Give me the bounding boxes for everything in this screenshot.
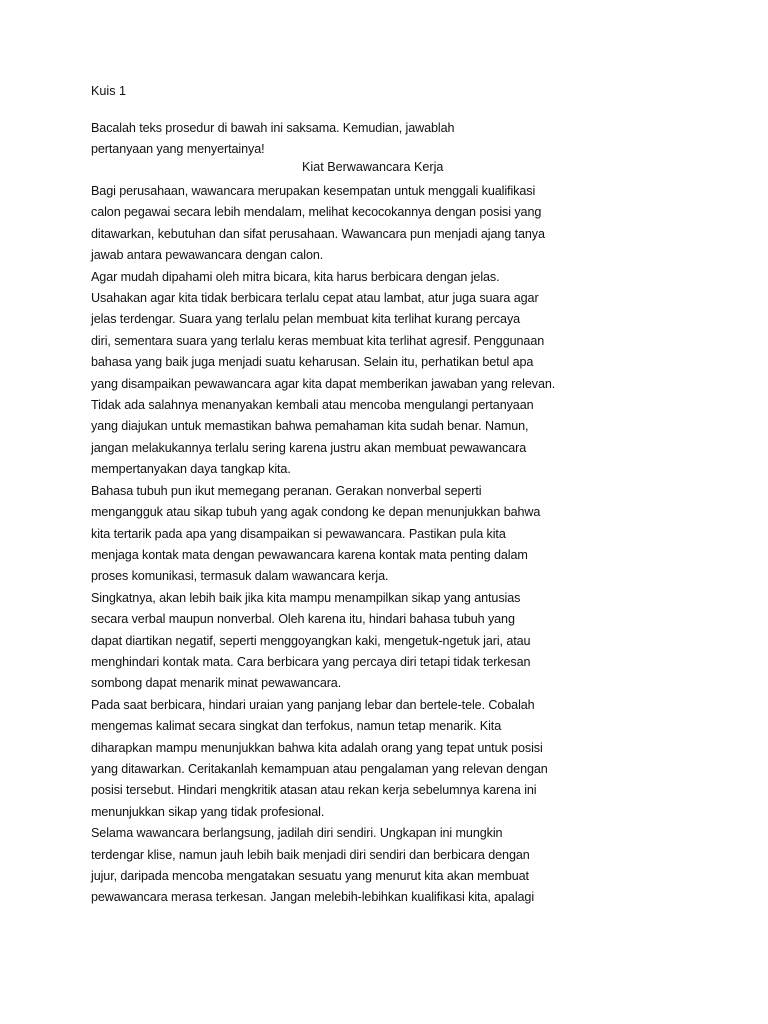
article-line: diri, sementara suara yang terlalu keras membuat kita terlihat agresif. Penggunaan <box>91 333 545 348</box>
instruction-paragraph <box>91 118 551 159</box>
article-line: diharapkan mampu menunjukkan bahwa kita adalah orang yang tepat untuk posisi <box>91 740 543 755</box>
instruction-line: pertanyaan yang menyertainya! <box>91 141 265 156</box>
article-line: dapat diartikan negatif, seperti menggoyangkan kaki, mengetuk-ngetuk jari, atau <box>91 633 531 648</box>
article-line: kita tertarik pada apa yang disampaikan si pewawancara. Pastikan pula kita <box>91 526 506 541</box>
article-line: Selama wawancara berlangsung, jadilah diri sendiri. Ungkapan ini mungkin <box>91 826 503 841</box>
article-line: secara verbal maupun nonverbal. Oleh karena itu, hindari bahasa tubuh yang <box>91 612 515 627</box>
article-line: jangan melakukannya terlalu sering karena justru akan membuat pewawancara <box>91 440 527 455</box>
article-line: menunjukkan sikap yang tidak profesional. <box>91 804 325 819</box>
article-line: menjaga kontak mata dengan pewawancara karena kontak mata penting dalam <box>91 547 528 562</box>
article-line: Bagi perusahaan, wawancara merupakan kesempatan untuk menggali kualifikasi <box>91 184 536 198</box>
article-line: mempertanyakan daya tangkap kita. <box>91 462 291 477</box>
article-line: yang disampaikan pewawancara agar kita dapat memberikan jawaban yang relevan. <box>91 376 556 391</box>
article-line: sombong dapat menarik minat pewawancara. <box>91 676 342 691</box>
article-line: proses komunikasi, termasuk dalam wawancara kerja. <box>91 569 389 584</box>
article-line: ditawarkan, kebutuhan dan sifat perusahaan. Wawancara pun menjadi ajang tanya <box>91 226 545 241</box>
article-line: posisi tersebut. Hindari mengkritik atasan atau rekan kerja sebelumnya karena ini <box>91 783 537 798</box>
article-line: menghindari kontak mata. Cara berbicara yang percaya diri tetapi tidak terkesan <box>91 654 531 669</box>
article-line: Usahakan agar kita tidak berbicara terlalu cepat atau lambat, atur juga suara agar <box>91 291 539 306</box>
article-line: Bahasa tubuh pun ikut memegang peranan. Gerakan nonverbal seperti <box>91 483 482 498</box>
article-line: yang ditawarkan. Ceritakanlah kemampuan atau pengalaman yang relevan dengan <box>91 761 548 776</box>
article-line: jujur, daripada mencoba mengatakan sesuatu yang menurut kita akan membuat <box>91 869 529 883</box>
article-line: Tidak ada salahnya menanyakan kembali atau mencoba mengulangi pertanyaan <box>91 398 534 413</box>
article-line: yang diajukan untuk memastikan bahwa pemahaman kita sudah benar. Namun, <box>91 419 529 434</box>
instruction-line: Bacalah teks prosedur di bawah ini saksama. Kemudian, jawablah <box>91 121 455 135</box>
article-line: Singkatnya, akan lebih baik jika kita mampu menampilkan sikap yang antusias <box>91 590 521 605</box>
article-line: mengangguk atau sikap tubuh yang agak condong ke depan menunjukkan bahwa <box>91 505 541 520</box>
article-body <box>91 181 556 909</box>
quiz-title: Kuis 1 <box>91 84 127 98</box>
article-line: calon pegawai secara lebih mendalam, melihat kecocokannya dengan posisi yang <box>91 205 542 220</box>
article-line: terdengar klise, namun jauh lebih baik menjadi diri sendiri dan berbicara dengan <box>91 847 530 862</box>
article-line: pewawancara merasa terkesan. Jangan melebih-lebihkan kualifikasi kita, apalagi <box>91 890 535 905</box>
article-line: jelas terdengar. Suara yang terlalu pelan membuat kita terlihat kurang percaya <box>91 312 521 327</box>
article-line: Agar mudah dipahami oleh mitra bicara, kita harus berbicara dengan jelas. <box>91 269 500 284</box>
article-title: Kiat Berwawancara Kerja <box>302 160 444 174</box>
article-line: mengemas kalimat secara singkat dan terfokus, namun tetap menarik. Kita <box>91 719 502 734</box>
article-line: bahasa yang baik juga menjadi suatu keharusan. Selain itu, perhatikan betul apa <box>91 355 534 370</box>
article-line: Pada saat berbicara, hindari uraian yang panjang lebar dan bertele-tele. Cobalah <box>91 697 535 712</box>
article-line: jawab antara pewawancara dengan calon. <box>91 248 324 263</box>
